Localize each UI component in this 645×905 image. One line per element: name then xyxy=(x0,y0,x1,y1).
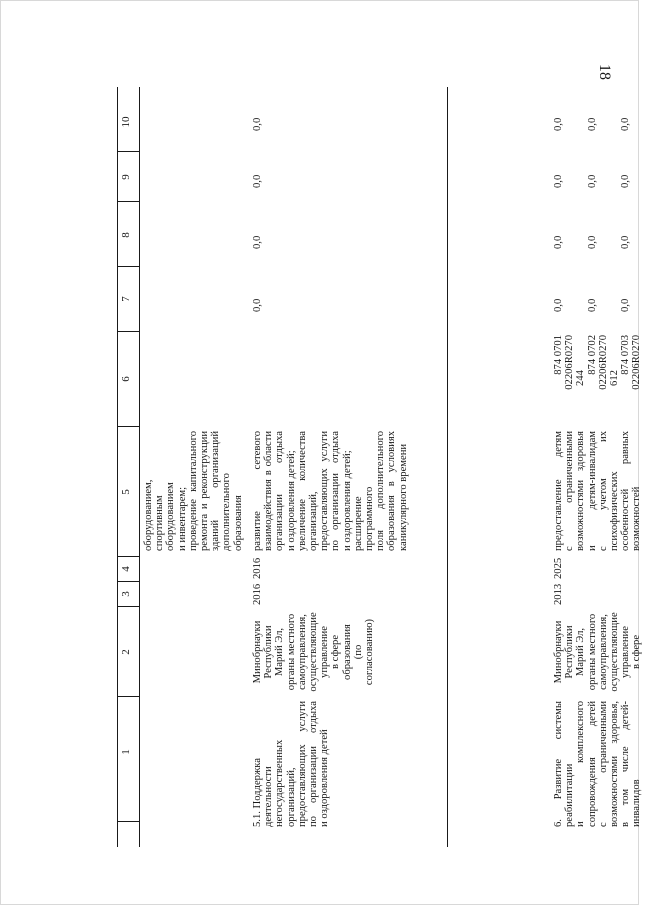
row1-col10-value: 0,0 xyxy=(252,117,263,131)
header-col-3: 3 xyxy=(120,591,132,597)
header-col-10: 10 xyxy=(120,116,132,128)
row1-col5-text: развитие сетевого взаимодействия в области организации отдыха и оздоровления детей; увеличение количества организаций, предоставляющих услуги по организации отдыха и оздоровления детей; расширение программного поля дополнительного образования в условиях каникулярного времени xyxy=(252,431,409,551)
row2-line2-col7: 0,0 xyxy=(587,298,598,312)
row2-col1-text: 6. Развитие системы реабилитации и комплексного сопровождения детей с ограниченными возможностями здоровья, в том числе детей- инвалидов xyxy=(553,701,643,827)
row2-line3-col9: 0,0 xyxy=(620,174,631,188)
row1-col9-value: 0,0 xyxy=(252,174,263,188)
row2-col6-codes: 874 0701 02206R0270 244 874 0702 02206R0270 612 874 0703 02206R0270 xyxy=(553,335,643,390)
row1-col7-value: 0,0 xyxy=(252,298,263,312)
row2-start-year: 2013 xyxy=(553,583,564,605)
row2-line2-col10: 0,0 xyxy=(587,117,598,131)
row2-col5-text: предоставление детям с ограниченными возможностями здоровья и детям-инвалидам с учетом их психофизических особенностей равных возможностей xyxy=(553,431,643,551)
header-col-1: 1 xyxy=(120,749,132,755)
header-col-9: 9 xyxy=(120,174,132,180)
row2-line1-col9: 0,0 xyxy=(553,174,564,188)
col-separator xyxy=(117,331,139,332)
header-bottom-rule xyxy=(139,87,140,847)
row1-col1-text: 5.1. Поддержка деятельности негосударственных организаций, предоставляющих услуги по организации отдыха и оздоровления детей xyxy=(252,701,331,827)
row2-line2-col8: 0,0 xyxy=(587,235,598,249)
row2-line3-col7: 0,0 xyxy=(620,298,631,312)
row2-line1-col8: 0,0 xyxy=(553,235,564,249)
col-separator xyxy=(117,821,139,822)
header-col-8: 8 xyxy=(120,232,132,238)
row1-col2-text: Минобрнауки Республики Марий Эл, органы местного самоуправления, осуществляющие управление в сфере образования (по согласованию) xyxy=(252,612,376,692)
header-col-7: 7 xyxy=(120,296,132,302)
row2-line3-col10: 0,0 xyxy=(620,117,631,131)
col-separator xyxy=(117,151,139,152)
col-separator xyxy=(117,556,139,557)
col-separator xyxy=(117,201,139,202)
row1-start-year: 2016 xyxy=(252,583,263,605)
col-separator xyxy=(117,426,139,427)
row2-end-year: 2025 xyxy=(553,557,564,579)
row-separator xyxy=(447,87,448,847)
col-separator xyxy=(117,266,139,267)
row0-col5-text: оборудованием, спортивным оборудованием и инвентарем; проведение капитального ремонта и реконструкции зданий организаций дополнительного образования xyxy=(143,431,244,551)
rotated-table xyxy=(117,87,645,847)
row2-line1-col7: 0,0 xyxy=(553,298,564,312)
col-separator xyxy=(117,581,139,582)
row1-col8-value: 0,0 xyxy=(252,235,263,249)
row2-line1-col10: 0,0 xyxy=(553,117,564,131)
header-col-6: 6 xyxy=(120,376,132,382)
row2-line2-col9: 0,0 xyxy=(587,174,598,188)
row2-col2-text: Минобрнауки Республики Марий Эл, органы местного самоуправления, осуществляющие управление в сфере xyxy=(553,612,643,692)
col-separator xyxy=(117,696,139,697)
page-number: 18 xyxy=(596,64,613,80)
col-separator xyxy=(117,606,139,607)
row1-end-year: 2016 xyxy=(252,557,263,579)
header-col-2: 2 xyxy=(120,649,132,655)
header-col-4: 4 xyxy=(120,566,132,572)
header-col-5: 5 xyxy=(120,489,132,495)
row2-line3-col8: 0,0 xyxy=(620,235,631,249)
